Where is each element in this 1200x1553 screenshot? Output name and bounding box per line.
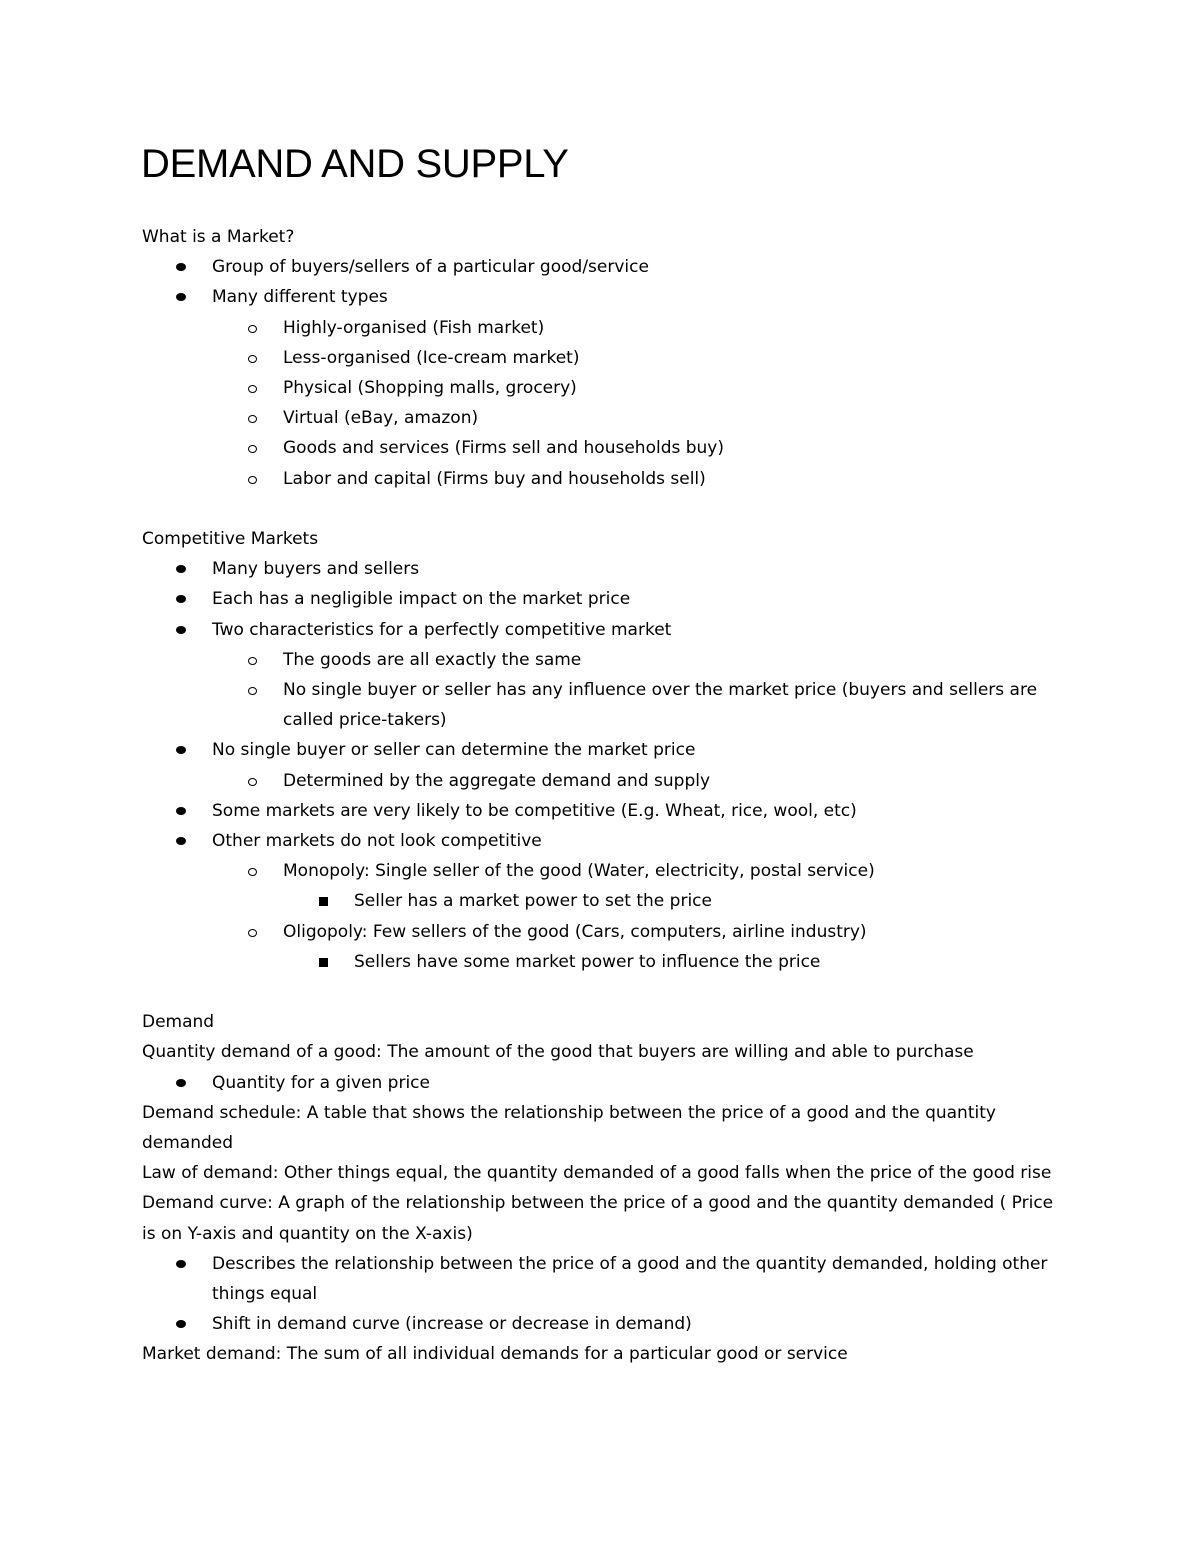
filled-bullet-icon (176, 1079, 186, 1087)
list-item (142, 343, 1062, 373)
square-bullet-icon (319, 897, 328, 906)
list-item (142, 433, 1062, 463)
spacer (142, 494, 1062, 524)
filled-bullet-icon (176, 1320, 186, 1328)
hollow-bullet-icon (248, 325, 257, 333)
list-item-text: Many different types (212, 287, 388, 308)
list-item (142, 313, 1062, 343)
list-item (142, 675, 1062, 735)
hollow-bullet-icon (248, 657, 257, 665)
list-item-text: Many buyers and sellers (212, 559, 420, 580)
hollow-bullet-icon (248, 415, 257, 423)
list-item-text: No single buyer or seller has any influence over the market price (buyers and sellers are called price-takers) (283, 680, 1038, 731)
hollow-bullet-icon (248, 445, 257, 453)
definition-market-demand: Market demand: The sum of all individual demands for a particular good or service (142, 1344, 848, 1365)
list-item-text: Oligopoly: Few sellers of the good (Cars, computers, airline industry) (283, 921, 867, 942)
section-heading-market: What is a Market? (142, 227, 295, 247)
list-item (142, 766, 1062, 796)
list-item-text: No single buyer or seller can determine the market price (212, 740, 696, 761)
section-heading-demand: Demand (142, 1012, 215, 1033)
square-bullet-icon (319, 958, 328, 967)
list-item (142, 645, 1062, 675)
list-item (142, 886, 1062, 916)
filled-bullet-icon (176, 746, 186, 754)
filled-bullet-icon (176, 263, 186, 271)
spacer (142, 977, 1062, 1007)
list-item (142, 1249, 1062, 1309)
list-item (142, 615, 1062, 645)
filled-bullet-icon (176, 837, 186, 845)
list-item-text: Group of buyers/sellers of a particular good/service (212, 257, 649, 278)
filled-bullet-icon (176, 565, 186, 573)
list-item-text: Shift in demand curve (increase or decrease in demand) (212, 1314, 692, 1335)
list-item (142, 252, 1062, 282)
list-item (142, 373, 1062, 403)
hollow-bullet-icon (248, 476, 257, 484)
list-item-text: Two characteristics for a perfectly competitive market (212, 619, 672, 640)
definition-quantity-demand: Quantity demand of a good: The amount of the good that buyers are willing and able to purchase (142, 1042, 974, 1063)
list-item (142, 1309, 1062, 1339)
list-item (142, 403, 1062, 433)
filled-bullet-icon (176, 1260, 186, 1268)
hollow-bullet-icon (248, 778, 257, 786)
list-item-text: Sellers have some market power to influence the price (354, 951, 821, 972)
list-item (142, 584, 1062, 614)
list-item (142, 735, 1062, 765)
list-item (142, 1068, 1062, 1098)
list-item-text: Each has a negligible impact on the market price (212, 589, 631, 610)
list-item-text: Goods and services (Firms sell and households buy) (283, 438, 725, 459)
list-item (142, 464, 1062, 494)
list-item (142, 856, 1062, 886)
list-item-text: Describes the relationship between the price of a good and the quantity demanded, holding other things equal (212, 1253, 1048, 1305)
list-item-text: The goods are all exactly the same (283, 649, 582, 670)
list-item-text: Seller has a market power to set the price (354, 891, 712, 912)
hollow-bullet-icon (248, 687, 257, 695)
list-item (142, 554, 1062, 584)
definition-demand-curve: Demand curve: A graph of the relationship between the price of a good and the quantity demanded ( Price is on Y-axis and quantity on the X-axis) (142, 1193, 1054, 1244)
list-item-text: Labor and capital (Firms buy and households sell) (283, 468, 706, 489)
list-item-text: Other markets do not look competitive (212, 831, 542, 852)
list-item (142, 796, 1062, 826)
definition-law-of-demand: Law of demand: Other things equal, the quantity demanded of a good falls when the price of the good rise (142, 1163, 1052, 1184)
list-item-text: Virtual (eBay, amazon) (283, 408, 479, 429)
page-title: DEMAND AND SUPPLY (141, 142, 569, 186)
list-item-text: Quantity for a given price (212, 1072, 430, 1093)
hollow-bullet-icon (248, 868, 257, 876)
hollow-bullet-icon (248, 355, 257, 363)
filled-bullet-icon (176, 595, 186, 603)
hollow-bullet-icon (248, 929, 257, 937)
list-item-text: Less-organised (Ice-cream market) (283, 347, 580, 368)
definition-demand-schedule: Demand schedule: A table that shows the relationship between the price of a good and the quantity demanded (142, 1102, 996, 1154)
filled-bullet-icon (176, 626, 186, 634)
list-item-text: Some markets are very likely to be competitive (E.g. Wheat, rice, wool, etc) (212, 800, 857, 821)
section-heading-competitive: Competitive Markets (142, 529, 319, 550)
list-item-text: Monopoly: Single seller of the good (Water, electricity, postal service) (283, 861, 875, 882)
list-item-text: Physical (Shopping malls, grocery) (283, 378, 577, 399)
list-item (142, 826, 1062, 856)
list-item-text: Determined by the aggregate demand and supply (283, 770, 711, 791)
hollow-bullet-icon (248, 385, 257, 393)
list-item-text: Highly-organised (Fish market) (283, 317, 545, 338)
document-body (142, 222, 1062, 1370)
list-item (142, 282, 1062, 312)
list-item (142, 917, 1062, 947)
filled-bullet-icon (176, 807, 186, 815)
filled-bullet-icon (176, 293, 186, 301)
list-item (142, 947, 1062, 977)
